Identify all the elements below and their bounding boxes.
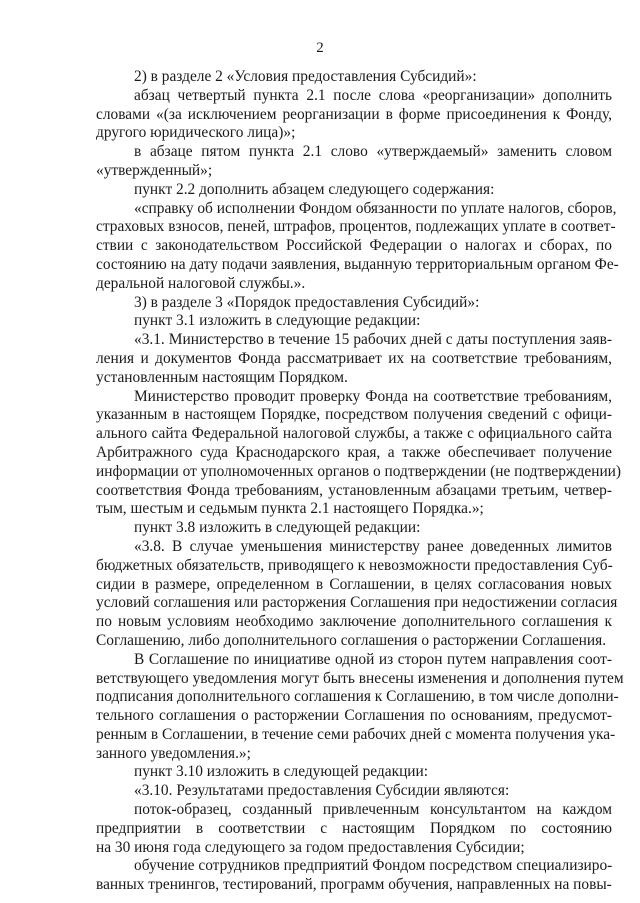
paragraph: [96, 331, 612, 387]
text-line: подписания дополнительного соглашения к Соглашению, в том числе дополни-: [96, 688, 619, 706]
text-line: тым, шестым и седьмым пункта 2.1 настоящего Порядка.»;: [96, 500, 484, 518]
text-line: деральной налоговой службы.».: [96, 274, 306, 292]
text-line: предприятии в соответствии с настоящим Порядком по состоянию: [96, 819, 612, 837]
text-line: «утвержденный»;: [96, 161, 213, 179]
text-line: информации от уполномоченных органов о подтверждении (не подтверждении): [96, 462, 622, 480]
text-line: В Соглашение по инициативе одной из сторон путем направления соот-: [134, 650, 612, 668]
text-line: пункт 3.1 изложить в следующие редакции:: [134, 312, 421, 330]
text-line: ствии с законодательством Российской Федерации о налогах и сборах, по: [96, 237, 612, 255]
text-line: «справку об исполнении Фондом обязанности по уплате налогов, сборов,: [134, 199, 617, 217]
text-line: Арбитражного суда Краснодарского края, а также обеспечивает получение: [96, 443, 612, 461]
text-line: ванных тренингов, тестирований, программ обучения, направленных на повы-: [96, 876, 612, 894]
paragraph: [96, 519, 612, 538]
text-line: условий соглашения или расторжения Соглашения при недостижении согласия: [96, 594, 618, 612]
text-line: пункт 2.2 дополнить абзацем следующего содержания:: [134, 180, 495, 198]
text-line: пункт 3.10 изложить в следующей редакции:: [134, 763, 429, 781]
text-line: указанным в настоящем Порядке, посредством получения сведений с офици-: [96, 406, 612, 424]
text-line: абзац четвертый пункта 2.1 после слова «реорганизации» дополнить: [134, 86, 612, 104]
text-line: сидии в размере, определенном в Соглашении, в целях согласования новых: [96, 575, 612, 593]
paragraph: [96, 181, 612, 200]
document-body: [96, 68, 624, 895]
paragraph: [96, 857, 612, 895]
text-line: страховых взносов, пеней, штрафов, процентов, подлежащих уплате в соответ-: [96, 218, 616, 236]
text-line: «3.1. Министерство в течение 15 рабочих дней с даты поступления заяв-: [134, 331, 612, 349]
paragraph: [96, 537, 618, 651]
paragraph: [96, 87, 612, 143]
text-line: состоянию на дату подачи заявления, выданную территориальным органом Фе-: [96, 255, 619, 273]
text-line: Министерство проводит проверку Фонда на соответствие требованиям,: [134, 387, 612, 405]
text-line: 3) в разделе 3 «Порядок предоставления Субсидий»:: [134, 293, 480, 311]
paragraph: [96, 650, 624, 764]
paragraph: [96, 68, 612, 87]
paragraph: [96, 199, 619, 294]
paragraph: [96, 294, 612, 313]
paragraph: [96, 763, 612, 782]
text-line: обучение сотрудников предприятий Фондом посредством специализиро-: [134, 857, 613, 875]
paragraph: [96, 312, 612, 331]
text-line: по новым условиям необходимо заключение дополнительного соглашения к: [96, 613, 612, 631]
text-line: в абзаце пятом пункта 2.1 слово «утверждаемый» заменить словом: [134, 143, 612, 161]
paragraph: [96, 143, 612, 181]
text-line: «3.8. В случае уменьшения министерству ранее доведенных лимитов: [134, 537, 612, 555]
text-line: пункт 3.8 изложить в следующей редакции:: [134, 519, 421, 537]
page-number: 2: [316, 40, 324, 56]
text-line: ального сайта Федеральной налоговой службы, а также с официального сайта: [96, 425, 612, 443]
text-line: другого юридического лица)»;: [96, 124, 296, 142]
text-line: соответствия Фонда требованиям, установленным абзацами третьим, четвер-: [96, 481, 612, 499]
text-line: 2) в разделе 2 «Условия предоставления Субсидий»:: [134, 68, 477, 85]
text-line: установленным настоящим Порядком.: [96, 368, 348, 386]
text-line: ренным в Соглашении, в течение семи рабочих дней с момента получения ука-: [96, 725, 616, 743]
text-line: ления и документов Фонда рассматривает их на соответствие требованиям,: [96, 349, 612, 367]
text-line: «3.10. Результатами предоставления Субсидии являются:: [134, 782, 510, 800]
text-line: бюджетных обязательств, приводящего к невозможности предоставления Суб-: [96, 556, 613, 574]
text-line: поток-образец, созданный привлеченным консультантом на каждом: [134, 801, 612, 819]
paragraph: [96, 782, 612, 801]
text-line: Соглашению, либо дополнительного соглашения о расторжении Соглашения.: [96, 631, 607, 649]
text-line: на 30 июня года следующего за годом предоставления Субсидии;: [96, 838, 525, 856]
paragraph: [96, 801, 612, 857]
text-line: тельного соглашения о расторжении Соглашения по основаниям, предусмот-: [96, 707, 612, 725]
text-line: ветствующего уведомления могут быть внесены изменения и дополнения путем: [96, 669, 624, 687]
text-line: занного уведомления.»;: [96, 744, 251, 762]
text-line: словами «(за исключением реорганизации в форме присоединения к Фонду,: [96, 105, 612, 123]
paragraph: [96, 387, 622, 520]
